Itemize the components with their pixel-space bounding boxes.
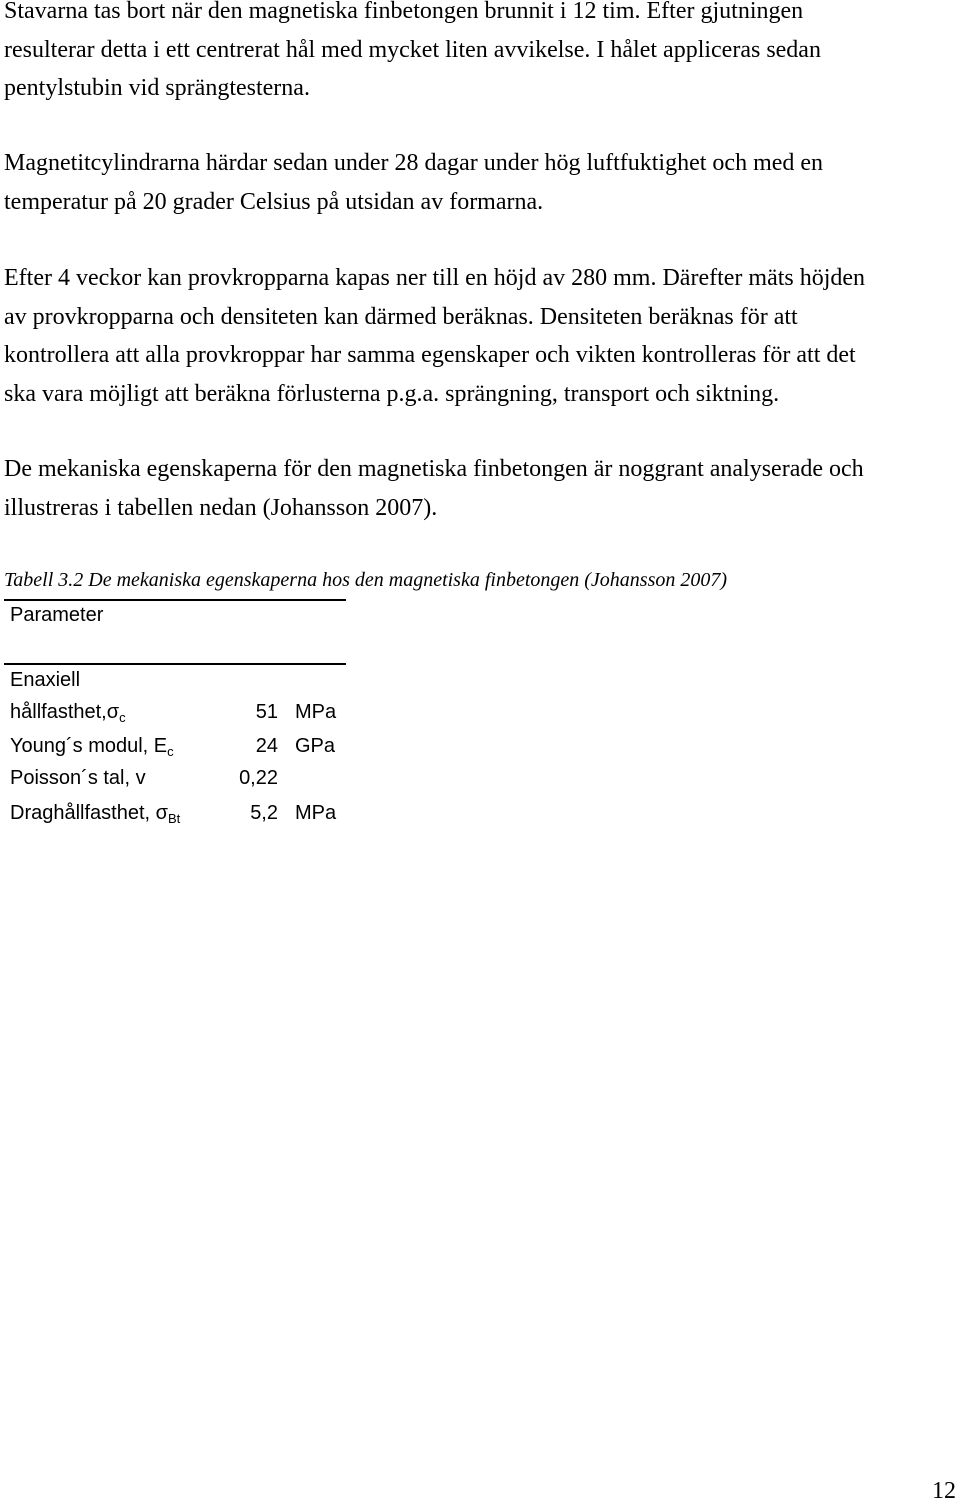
paragraph-2: Magnetitcylindrarna härdar sedan under 28 dagar under hög luftfuktighet och med en temperatur på 20 grader Celsius på utsidan av formarna. (4, 150, 824, 215)
row-unit: GPa (295, 735, 336, 757)
row-unit: MPa (295, 701, 337, 723)
row-value: 24 (255, 735, 278, 757)
label-subscript: c (119, 710, 126, 725)
paragraph-3: Efter 4 veckor kan provkropparna kapas ner till en höjd av 280 mm. Därefter mäts höjden av provkropparna och densiteten kan därmed beräknas. Densiteten beräknas för att kontrollera att alla provkroppar har samma egenskaper och vikten kontrolleras för att det ska vara möjligt att beräkna förlusterna p.g.a. sprängning, transport och siktning. (4, 265, 866, 407)
table-header-parameter: Parameter (10, 604, 104, 626)
page-number: 12 (932, 1478, 956, 1504)
row-label: Poisson´s tal, v (10, 767, 146, 789)
row-label: Draghållfasthet, $\sigma_{Bt}$ (10, 802, 181, 826)
row-label: $hållfasthet,\sigma_c$ (10, 701, 126, 725)
label-subscript: Bt (167, 811, 181, 826)
row-value: 0,22 (239, 767, 278, 789)
table-header-rule (4, 663, 346, 665)
row-label: Young´s modul, $E_c$ (10, 735, 174, 759)
row-label-line1: Enaxiell (10, 669, 81, 691)
table-top-rule (4, 599, 346, 601)
paragraph-4: De mekaniska egenskaperna för den magnetiska finbetongen är noggrant analyserade och illustreras i tabellen nedan (Johansson 2007). (4, 456, 864, 521)
row-unit: MPa (295, 802, 337, 824)
row-value: 5,2 (250, 802, 278, 824)
row-value: 51 (255, 701, 278, 723)
label-subscript: c (167, 744, 174, 759)
table-caption: Tabell 3.2 De mekaniska egenskaperna hos den magnetiska finbetongen (Johansson 2007) (4, 569, 728, 591)
paragraph-1: Stavarna tas bort när den magnetiska finbetongen brunnit i 12 tim. Efter gjutningen resulterar detta i ett centrerat hål med mycket liten avvikelse. I hålet appliceras sedan pentylstubin vid sprängtesterna. (4, 0, 821, 101)
